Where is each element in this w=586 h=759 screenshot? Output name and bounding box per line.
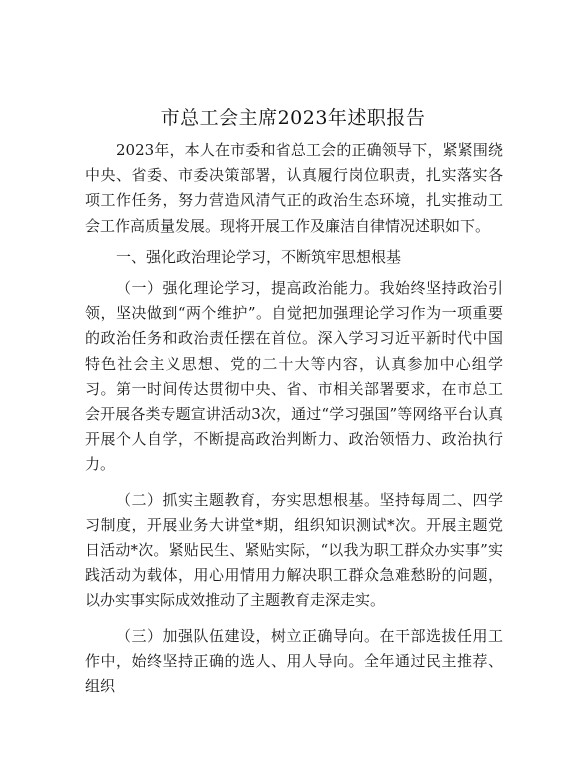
body-paragraph: （二）抓实主题教育，夯实思想根基。坚持每周二、四学习制度，开展业务大讲堂*期，组织知识测试*次。开展主题党日活动*次。紧贴民生、紧贴实际，“以我为职工群众办实事”实践活动为载体，用心用情用力解决职工群众急难愁盼的问题，以办实事实际成效推动了主题教育走深走实。 — [85, 490, 503, 610]
intro-paragraph: 2023年，本人在市委和省总工会的正确领导下，紧紧围绕中央、省委、市委决策部署，认真履行岗位职责，扎实落实各项工作任务，努力营造风清气正的政治生态环境，扎实推动工会工作高质量发展。现将开展工作及廉洁自律情况述职如下。 — [85, 141, 503, 235]
body-paragraph: （三）加强队伍建设，树立正确导向。在干部选拔任用工作中，始终坚持正确的选人、用人导向。全年通过民主推荐、组织 — [85, 626, 503, 696]
section-heading: 一、强化政治理论学习，不断筑牢思想根基 — [116, 247, 402, 266]
body-paragraph: （一）强化理论学习，提高政治能力。我始终坚持政治引领，坚决做到“两个维护”。自觉把加强理论学习作为一项重要的政治任务和政治责任摆在首位。深入学习习近平新时代中国特色社会主义思想、党的二十大等内容，认真参加中心组学习。第一时间传达贯彻中央、省、市相关部署要求，在市总工会开展各类专题宣讲活动3次，通过“学习强国”等网络平台认真开展个人自学，不断提高政治判断力、政治领悟力、政治执行力。 — [85, 279, 503, 474]
document-title: 市总工会主席2023年述职报告 — [160, 107, 426, 129]
document-body — [85, 138, 503, 699]
document-body-clip — [85, 138, 503, 759]
